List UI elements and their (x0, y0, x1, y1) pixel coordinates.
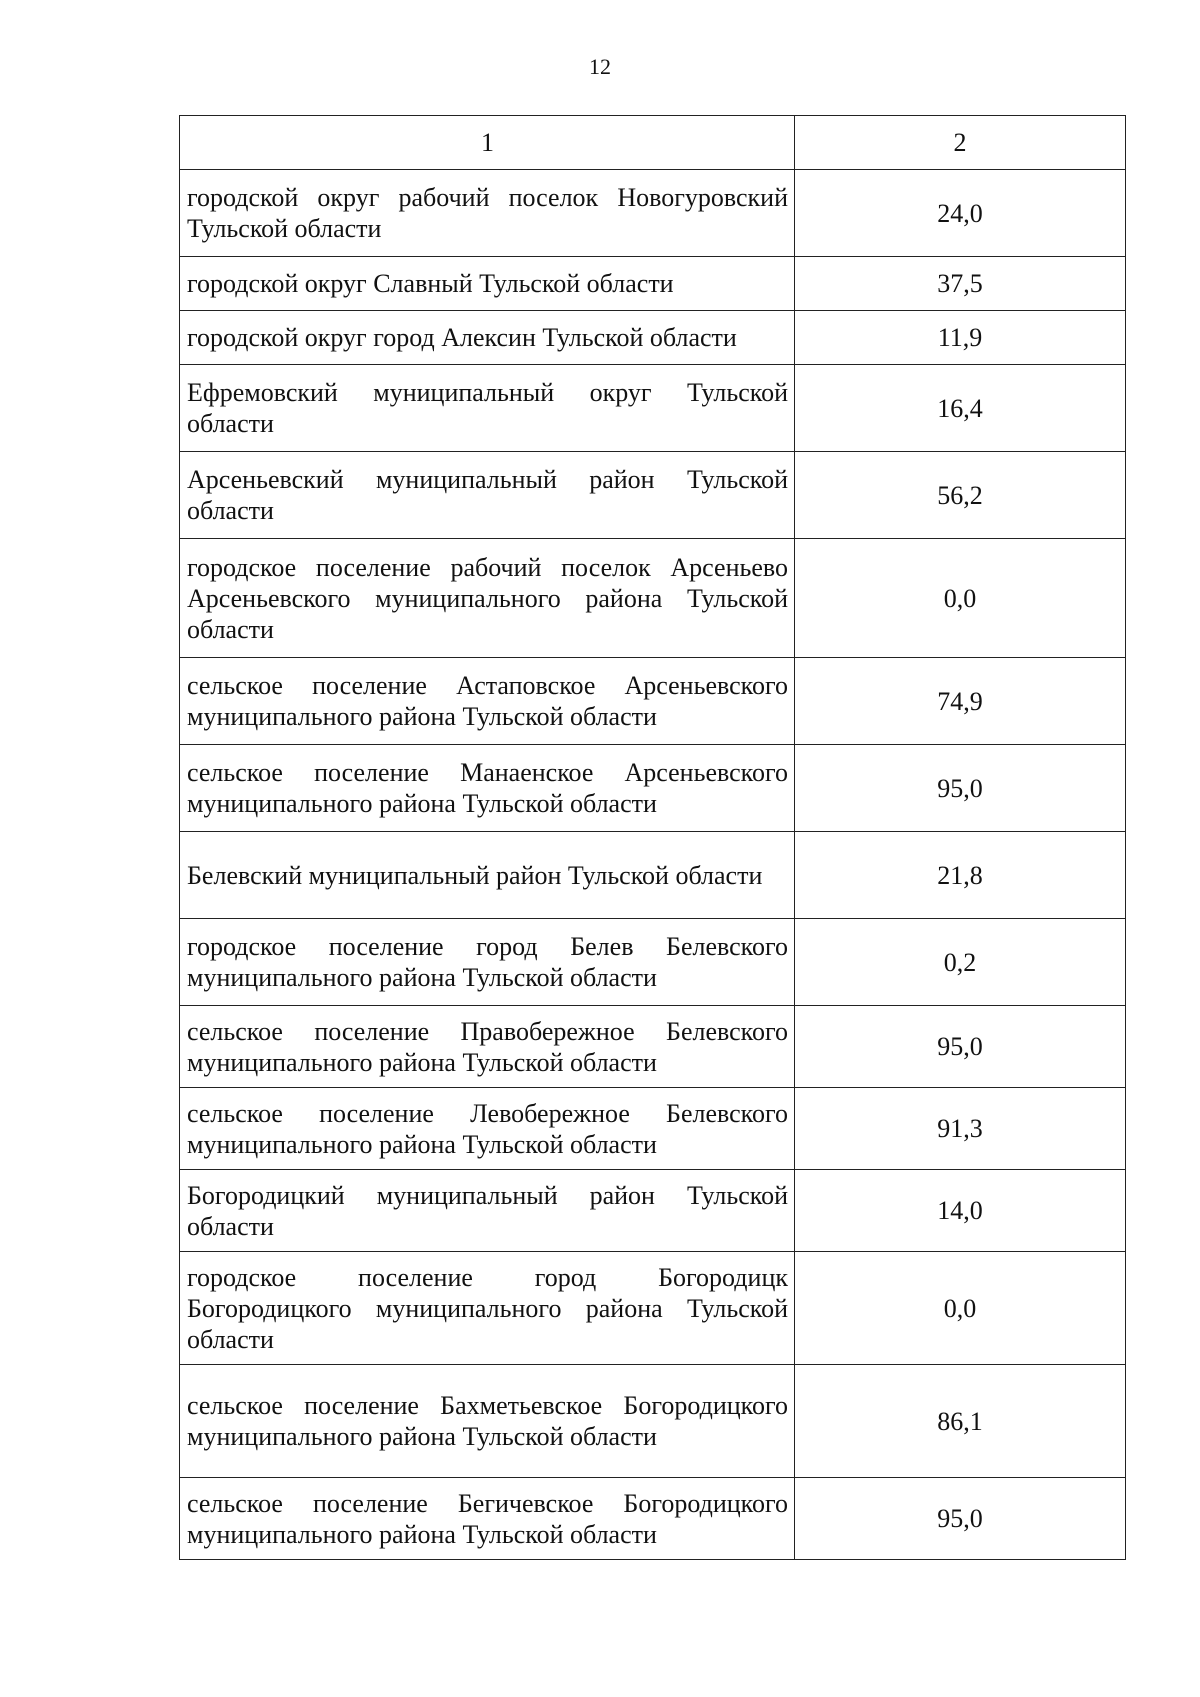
indicator-value: 0,0 (795, 1252, 1126, 1365)
table-row (180, 257, 1126, 311)
indicator-value: 16,4 (795, 365, 1126, 452)
municipality-name: городское поселение город Богородицк Богородицкого муниципального района Тульской области (180, 1252, 795, 1365)
indicator-value: 21,8 (795, 832, 1126, 919)
municipality-name: Белевский муниципальный район Тульской области (180, 832, 795, 919)
table-row (180, 1006, 1126, 1088)
municipality-name: сельское поселение Левобережное Белевского муниципального района Тульской области (180, 1088, 795, 1170)
municipality-name: городское поселение рабочий поселок Арсеньево Арсеньевского муниципального района Тульской области (180, 539, 795, 658)
municipality-name: сельское поселение Бахметьевское Богородицкого муниципального района Тульской области (180, 1365, 795, 1478)
table-row (180, 311, 1126, 365)
column-header-1: 1 (180, 116, 795, 170)
table-row (180, 452, 1126, 539)
table-row (180, 1252, 1126, 1365)
municipality-name: Арсеньевский муниципальный район Тульской области (180, 452, 795, 539)
indicator-value: 91,3 (795, 1088, 1126, 1170)
table-row (180, 745, 1126, 832)
municipality-name: городской округ Славный Тульской области (180, 257, 795, 311)
indicator-value: 95,0 (795, 1478, 1126, 1560)
municipality-name: сельское поселение Бегичевское Богородицкого муниципального района Тульской области (180, 1478, 795, 1560)
indicator-value: 24,0 (795, 170, 1126, 257)
indicator-value: 37,5 (795, 257, 1126, 311)
municipality-name: Богородицкий муниципальный район Тульской области (180, 1170, 795, 1252)
table-row (180, 1088, 1126, 1170)
indicator-value: 86,1 (795, 1365, 1126, 1478)
indicator-value: 95,0 (795, 1006, 1126, 1088)
indicator-value: 74,9 (795, 658, 1126, 745)
indicator-value: 14,0 (795, 1170, 1126, 1252)
table-row (180, 170, 1126, 257)
municipality-name: сельское поселение Астаповское Арсеньевского муниципального района Тульской области (180, 658, 795, 745)
table-row (180, 919, 1126, 1006)
municipality-name: Ефремовский муниципальный округ Тульской области (180, 365, 795, 452)
indicator-value: 0,0 (795, 539, 1126, 658)
column-header-2: 2 (795, 116, 1126, 170)
table-row (180, 658, 1126, 745)
indicator-value: 11,9 (795, 311, 1126, 365)
indicator-value: 95,0 (795, 745, 1126, 832)
data-table (179, 115, 1126, 1560)
municipality-name: городское поселение город Белев Белевского муниципального района Тульской области (180, 919, 795, 1006)
table-row (180, 365, 1126, 452)
indicator-value: 56,2 (795, 452, 1126, 539)
municipality-name: сельское поселение Манаенское Арсеньевского муниципального района Тульской области (180, 745, 795, 832)
indicator-value: 0,2 (795, 919, 1126, 1006)
table-header-row (180, 116, 1126, 170)
table-row (180, 539, 1126, 658)
municipality-name: городской округ город Алексин Тульской области (180, 311, 795, 365)
table-row (180, 1365, 1126, 1478)
table-row (180, 1478, 1126, 1560)
municipality-name: сельское поселение Правобережное Белевского муниципального района Тульской области (180, 1006, 795, 1088)
page-number: 12 (589, 54, 611, 79)
table-row (180, 832, 1126, 919)
municipality-name: городской округ рабочий поселок Новогуровский Тульской области (180, 170, 795, 257)
table-row (180, 1170, 1126, 1252)
